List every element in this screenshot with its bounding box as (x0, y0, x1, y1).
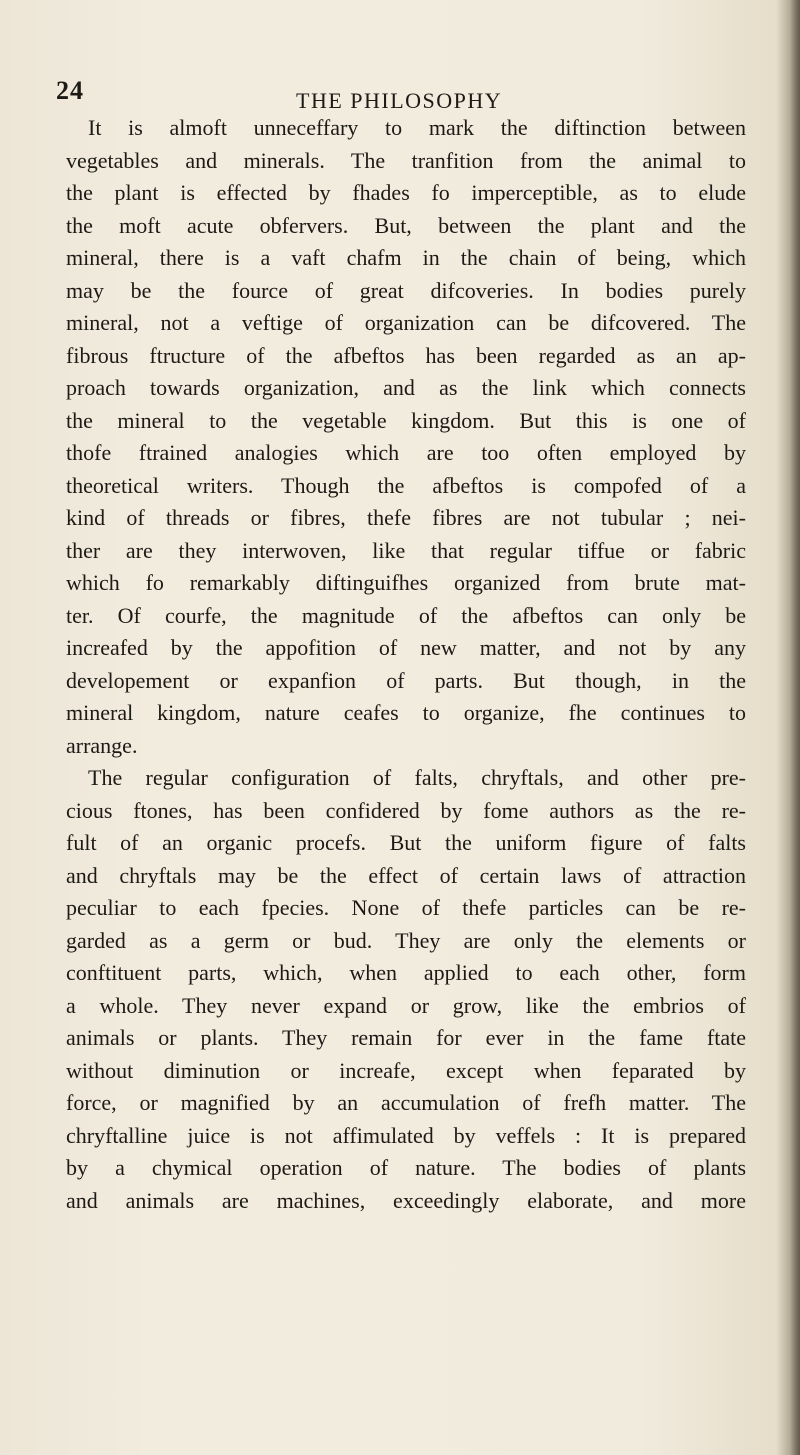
text-line: It is almoft unneceffary to mark the diftinction between (88, 115, 746, 140)
page-header (56, 76, 736, 112)
text-line: thofe ftrained analogies which are too often employed by (66, 440, 746, 465)
text-line: the moft acute obfervers. But, between the plant and the (66, 212, 746, 238)
body-text (66, 112, 746, 1217)
text-line: and chryftals may be the effect of certain laws of attraction (66, 862, 746, 888)
text-line: may be the fource of great difcoveries. In bodies purely (66, 277, 746, 303)
text-line: increafed by the appofition of new matter, and not by any (66, 635, 746, 660)
text-line: fibrous ftructure of the afbeftos has been regarded as an ap- (66, 342, 746, 368)
text-line: which fo remarkably diftinguifhes organized from brute mat- (66, 570, 746, 595)
running-head: THE PHILOSOPHY (296, 88, 503, 113)
text-line: fult of an organic procefs. But the uniform figure of falts (66, 830, 746, 855)
text-line: mineral, not a veftige of organization can be difcovered. The (66, 310, 746, 335)
text-line: by a chymical operation of nature. The bodies of plants (66, 1155, 746, 1180)
text-line: chryftalline juice is not affimulated by veffels : It is prepared (66, 1122, 746, 1148)
text-line: mineral kingdom, nature ceafes to organize, fhe continues to (66, 700, 746, 725)
text-line: garded as a germ or bud. They are only the elements or (66, 927, 746, 953)
page-edge-shadow (790, 0, 800, 1455)
text-line: animals or plants. They remain for ever in the fame ftate (66, 1025, 746, 1050)
text-line: ther are they interwoven, like that regular tiffue or fabric (66, 537, 746, 563)
text-line: mineral, there is a vaft chafm in the chain of being, which (66, 245, 746, 270)
text-line: developement or expanfion of parts. But though, in the (66, 667, 746, 693)
text-line: kind of threads or fibres, thefe fibres are not tubular ; nei- (66, 505, 746, 530)
text-line: peculiar to each fpecies. None of thefe particles can be re- (66, 895, 746, 920)
text-line: the mineral to the vegetable kingdom. But this is one of (66, 407, 746, 433)
text-line: without diminution or increafe, except when feparated by (66, 1057, 746, 1083)
text-line: proach towards organization, and as the link which connects (66, 375, 746, 400)
text-line: theoretical writers. Though the afbeftos is compofed of a (66, 472, 746, 498)
text-line: vegetables and minerals. The tranfition from the animal to (66, 147, 746, 173)
text-line: and animals are machines, exceedingly elaborate, and more (66, 1187, 746, 1213)
text-line: ter. Of courfe, the magnitude of the afbeftos can only be (66, 602, 746, 628)
text-line: the plant is effected by fhades fo imperceptible, as to elude (66, 180, 746, 205)
text-line: cious ftones, has been confidered by fome authors as the re- (66, 797, 746, 823)
text-line: a whole. They never expand or grow, like the embrios of (66, 992, 746, 1018)
text-line: The regular configuration of falts, chryftals, and other pre- (88, 765, 746, 790)
text-line: conftituent parts, which, when applied to each other, form (66, 960, 746, 985)
text-line: force, or magnified by an accumulation of frefh matter. The (66, 1090, 746, 1115)
page-number: 24 (56, 76, 84, 105)
text-line: arrange. (66, 732, 138, 758)
